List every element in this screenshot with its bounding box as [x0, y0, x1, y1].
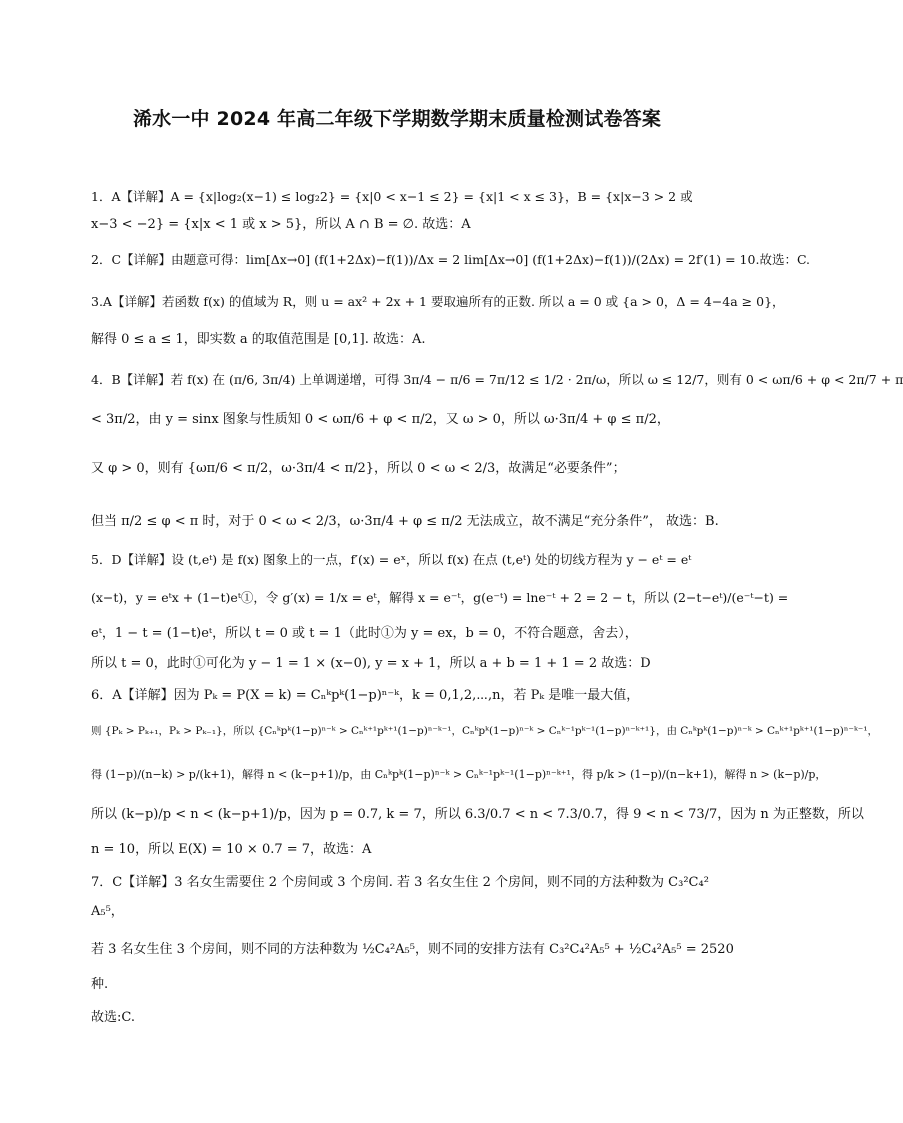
answer-6-line-3: 得 (1−p)/(n−k) > p/(k+1)，解得 n < (k−p+1)/p，由 Cₙᵏpᵏ(1−p)ⁿ⁻ᵏ > Cₙᵏ⁻¹pᵏ⁻¹(1−p)ⁿ⁻ᵏ⁺¹，得 p/k > (1−p)/(n−k+1)，解得 n > (k−p)/p， — [91, 768, 827, 781]
answer-7-line-3: 若 3 名女生住 3 个房间，则不同的方法种数为 ½C₄²A₅⁵，则不同的安排方法有 C₃²C₄²A₅⁵ + ½C₄²A₅⁵ = 2520 — [91, 942, 734, 957]
answer-6-line-5: n = 10，所以 E(X) = 10 × 0.7 = 7，故选：A — [91, 842, 372, 857]
answer-7-line-5: 故选:C. — [91, 1010, 135, 1025]
answer-7-line-4: 种. — [91, 977, 109, 992]
answer-5-line-2: (x−t)，y = eᵗx + (1−t)eᵗ①，令 g′(x) = 1/x = eᵗ，解得 x = e⁻ᵗ，g(e⁻ᵗ) = lne⁻ᵗ + 2 = 2 − t，所以 (2−t−eᵗ)/(e⁻ᵗ−t) = — [91, 590, 789, 605]
answer-4-line-4: 但当 π/2 ≤ φ < π 时，对于 0 < ω < 2/3，ω·3π/4 + φ ≤ π/2 无法成立，故不满足“充分条件”， 故选：B. — [91, 514, 719, 529]
answer-4-line-3: 又 φ > 0，则有 {ωπ/6 < π/2，ω·3π/4 < π/2}，所以 0 < ω < 2/3，故满足“必要条件”； — [91, 461, 626, 476]
answer-5-line-3: eᵗ，1 − t = (1−t)eᵗ，所以 t = 0 或 t = 1（此时①为 y = ex，b = 0，不符合题意，舍去）， — [91, 626, 638, 641]
answer-1-line-1: 1．A【详解】A = {x|log₂(x−1) ≤ log₂2} = {x|0 < x−1 ≤ 2} = {x|1 < x ≤ 3}，B = {x|x−3 > 2 或 — [91, 189, 693, 204]
answer-1-line-2: x−3 < −2} = {x|x < 1 或 x > 5}，所以 A ∩ B = ∅. 故选：A — [91, 217, 471, 232]
answer-4-line-1: 4．B【详解】若 f(x) 在 (π/6, 3π/4) 上单调递增，可得 3π/4 − π/6 = 7π/12 ≤ 1/2 · 2π/ω，所以 ω ≤ 12/7，则有 0 < ωπ/6 + φ < 2π/7 + π — [91, 372, 903, 387]
answer-4-line-2: < 3π/2，由 y = sinx 图象与性质知 0 < ωπ/6 + φ < π/2，又 ω > 0，所以 ω·3π/4 + φ ≤ π/2， — [91, 412, 670, 427]
answer-7-line-2: A₅⁵， — [91, 904, 124, 919]
page-title: 浠水一中 2024 年高二年级下学期数学期末质量检测试卷答案 — [132, 108, 662, 130]
answer-3-line-1: 3.A【详解】若函数 f(x) 的值域为 R，则 u = ax² + 2x + 1 要取遍所有的正数. 所以 a = 0 或 {a > 0，Δ = 4−4a ≥ 0}， — [91, 294, 785, 309]
answer-7-line-1: 7．C【详解】3 名女生需要住 2 个房间或 3 个房间. 若 3 名女生住 2 个房间，则不同的方法种数为 C₃²C₄² — [91, 875, 709, 890]
answer-6-line-1: 6．A【详解】因为 Pₖ = P(X = k) = Cₙᵏpᵏ(1−p)ⁿ⁻ᵏ，k = 0,1,2,⋯,n，若 Pₖ 是唯一最大值， — [91, 688, 640, 703]
answer-2-line-1: 2．C【详解】由题意可得：lim[Δx→0] (f(1+2Δx)−f(1))/Δx = 2 lim[Δx→0] (f(1+2Δx)−f(1))/(2Δx) = 2f′(1) = 10.故选：C. — [91, 252, 811, 267]
answer-6-line-2: 则 {Pₖ > Pₖ₊₁，Pₖ > Pₖ₋₁}，所以 {Cₙᵏpᵏ(1−p)ⁿ⁻ᵏ > Cₙᵏ⁺¹pᵏ⁺¹(1−p)ⁿ⁻ᵏ⁻¹，Cₙᵏpᵏ(1−p)ⁿ⁻ᵏ > Cₙᵏ⁻¹pᵏ⁻¹(1−p)ⁿ⁻ᵏ⁺¹}，由 Cₙᵏpᵏ(1−p)ⁿ⁻ᵏ > Cₙᵏ⁺¹pᵏ⁺¹(1−p)ⁿ⁻ᵏ⁻¹， — [91, 725, 879, 737]
answer-6-line-4: 所以 (k−p)/p < n < (k−p+1)/p，因为 p = 0.7, k = 7，所以 6.3/0.7 < n < 7.3/0.7，得 9 < n < 73/7，因为 n 为正整数，所以 — [91, 807, 864, 822]
answer-3-line-2: 解得 0 ≤ a ≤ 1，即实数 a 的取值范围是 [0,1]. 故选：A. — [91, 332, 426, 347]
answer-5-line-1: 5．D【详解】设 (t,eᵗ) 是 f(x) 图象上的一点，f′(x) = eˣ，所以 f(x) 在点 (t,eᵗ) 处的切线方程为 y − eᵗ = eᵗ — [91, 552, 692, 567]
answer-5-line-4: 所以 t = 0，此时①可化为 y − 1 = 1 × (x−0), y = x + 1，所以 a + b = 1 + 1 = 2 故选：D — [91, 656, 651, 671]
